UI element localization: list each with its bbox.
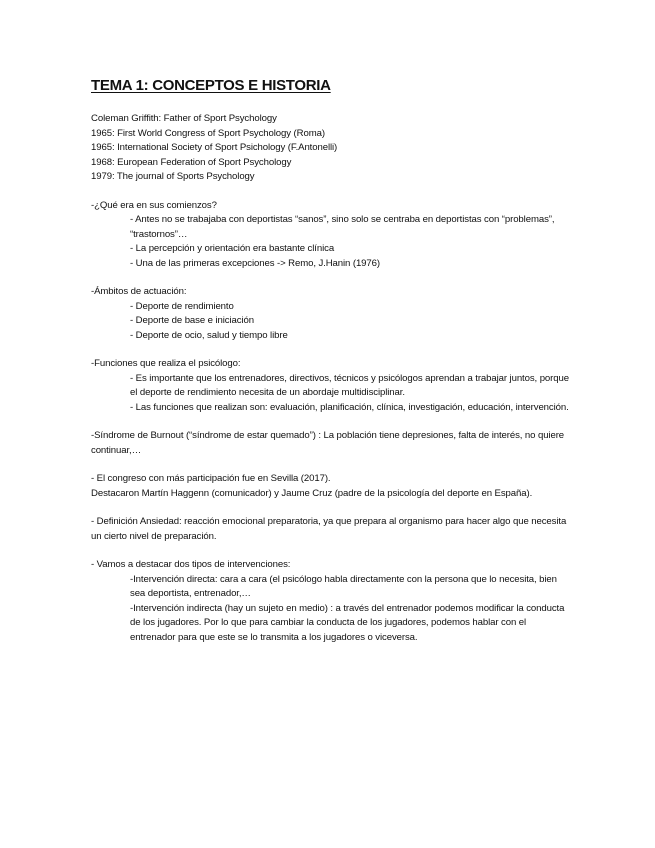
list-item: - Es importante que los entrenadores, directivos, técnicos y psicólogos aprendan a trabajar juntos, porque el deporte de rendimiento necesita de un abordaje multidisciplinar. bbox=[130, 372, 569, 398]
list-item: -Intervención directa: cara a cara (el psicólogo habla directamente con la persona que lo necesita, bien sea deportista, entrenador,… bbox=[130, 573, 557, 599]
paragraph: Destacaron Martín Haggenn (comunicador) y Jaume Cruz (padre de la psicología del deporte en España). bbox=[91, 487, 533, 499]
history-item: 1979: The journal of Sports Psychology bbox=[91, 171, 255, 182]
bullet-list bbox=[91, 573, 571, 646]
section-heading: -Ámbitos de actuación: bbox=[91, 286, 187, 297]
list-item: - Antes no se trabajaba con deportistas “sanos”, sino solo se centraba en deportistas con “problemas”, “trastornos”… bbox=[130, 214, 555, 240]
list-item: -Intervención indirecta (hay un sujeto en medio) : a través del entrenador podemos modificar la conducta de los jugadores. Por lo que para cambiar la conducta de los jugadores, podemos hablar con el entrenador para que este se lo transmita a los jugadores o viceversa. bbox=[130, 602, 565, 643]
history-item: 1965: First World Congress of Sport Psychology (Roma) bbox=[91, 127, 325, 139]
history-list bbox=[91, 112, 571, 185]
section-beginnings bbox=[91, 199, 571, 272]
paragraph: -Síndrome de Burnout (“síndrome de estar quemado”) : La población tiene depresiones, falta de interés, no quiere continuar,… bbox=[91, 430, 565, 456]
section-heading: - Vamos a destacar dos tipos de intervenciones: bbox=[91, 559, 291, 570]
section-heading: -Funciones que realiza el psicólogo: bbox=[91, 358, 241, 369]
section-congress bbox=[91, 472, 571, 501]
section-interventions bbox=[91, 558, 571, 645]
bullet-list bbox=[91, 213, 571, 271]
list-item: - Una de las primeras excepciones -> Remo, J.Hanin (1976) bbox=[130, 257, 380, 269]
document-title: TEMA 1: CONCEPTOS E HISTORIA bbox=[91, 77, 331, 94]
section-anxiety bbox=[91, 515, 571, 544]
history-item: 1968: European Federation of Sport Psychology bbox=[91, 156, 292, 168]
list-item: - Las funciones que realizan son: evaluación, planificación, clínica, investigación, educación, intervención. bbox=[130, 401, 569, 413]
list-item: - Deporte de ocio, salud y tiempo libre bbox=[130, 329, 288, 341]
document-page bbox=[91, 76, 571, 645]
bullet-list bbox=[91, 372, 571, 416]
paragraph: - Definición Ansiedad: reacción emocional preparatoria, ya que prepara al organismo para hacer algo que necesita un cierto nivel de preparación. bbox=[91, 516, 567, 542]
section-scope bbox=[91, 285, 571, 343]
list-item: - La percepción y orientación era bastante clínica bbox=[130, 243, 335, 254]
section-functions bbox=[91, 357, 571, 415]
list-item: - Deporte de rendimiento bbox=[130, 300, 234, 312]
section-heading: -¿Qué era en sus comienzos? bbox=[91, 199, 217, 211]
paragraph: - El congreso con más participación fue en Sevilla (2017). bbox=[91, 473, 331, 484]
section-burnout bbox=[91, 429, 571, 458]
bullet-list bbox=[91, 300, 571, 344]
list-item: - Deporte de base e iniciación bbox=[130, 315, 254, 326]
history-item: 1965: International Society of Sport Psichology (F.Antonelli) bbox=[91, 142, 338, 153]
history-item: Coleman Griffith: Father of Sport Psychology bbox=[91, 113, 277, 124]
